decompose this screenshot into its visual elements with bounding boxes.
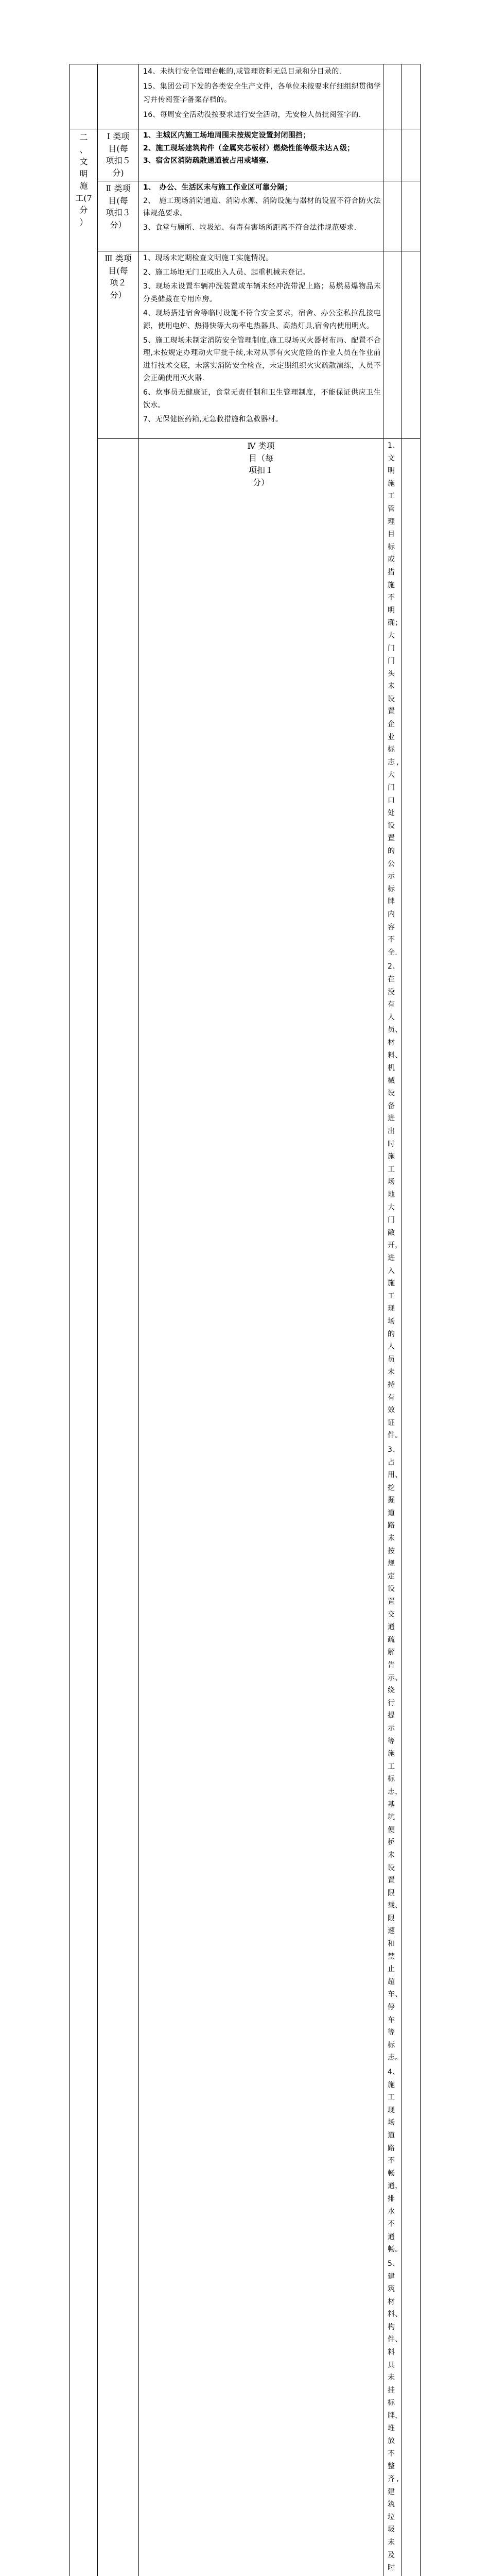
list-item: 6、炊事员无健康证，食堂无责任制和卫生管理制度，不能保证供应卫生饮水。 [143,386,381,412]
category-line: 分） [139,477,383,489]
category-line: 目(每 [98,265,138,277]
remark-cell [401,129,421,181]
section-char: 明 [70,168,97,180]
table-row [70,439,421,2576]
list-item: 1、现场未定期检查文明施工实施情况。 [143,252,381,265]
list-item: 5、施工现场未制定消防安全管理制度,施工现场灭火器材布局、配置不合理,未按规定办理动火审批手续,未对从事有火灾危险的作业人员在作业前进行技术交底，未落实消防安全检查，未定期组织火灾疏散演练，人员不会正确使用灭火器. [143,334,381,385]
category-label [98,251,139,439]
remark-cell [401,181,421,251]
list-item: 4、施工现场道路不畅通，排水不通畅。 [388,2066,399,2256]
list-item: 2、施工场地无门卫或出入人员、起重机械未登记。 [143,266,381,279]
section-char: 分 [70,204,97,216]
section-char: 、 [70,144,97,156]
table-row [70,181,421,251]
category-line: 分) [98,167,138,179]
list-item: 2、在没有人员、材料、机械设备进出时施工场地大门敞开，进入施工现场的人员未持有效证件。 [388,960,399,1442]
items-cell [139,129,383,181]
category-line: 分） [98,289,138,301]
section-label [70,129,98,2576]
table-row [70,129,421,181]
section-char: 文 [70,156,97,168]
list-item: 14、未执行安全管理台帐的,或管理资料无总目录和分目录的. [143,65,381,78]
table-body [70,64,421,2576]
category-cell-empty [98,64,139,129]
section-char: 二 [70,131,97,144]
category-line: 项２ [98,277,138,289]
inspection-criteria-table [69,64,421,2576]
list-item: 7、无保健医药箱,无急救措施和急救器材。 [143,413,381,426]
category-line: 项扣１ [139,464,383,477]
table-row [70,64,421,129]
section-char: 施 [70,180,97,192]
list-item: 3、食堂与厕所、垃圾站、有毒有害场所距离不符合法律规范要求. [143,222,381,234]
items-cell [383,439,401,2576]
category-label [139,439,383,2576]
list-item: 4、现场搭建宿舍等临时设施不符合安全要求，宿舍、办公室私拉乱接电源，使用电炉、热得快等大功率电热器具、高热灯具,宿舍内使用明火。 [143,307,381,332]
category-line: 项扣５ [98,155,138,167]
document-page [0,0,489,692]
category-label [98,181,139,251]
list-item: 15、集团公司下发的各类安全生产文件，各单位未按要求仔细组织贯彻学习并传阅签字备案存档的。 [143,80,381,107]
category-line: Ⅰ 类项 [98,130,138,143]
category-line: Ⅲ 类项 [98,252,138,265]
list-item: 2、 施工现场消防通道、消防水源、消防设施与器材的设置不符合防火法律规范要求。 [143,195,381,220]
score-cell [383,64,401,129]
list-item: 3、宿舍区消防疏散通道被占用或堵塞. [143,155,381,167]
category-line: 目(每 [98,143,138,155]
section-char: 工(7 [70,192,97,205]
section-cell-empty [70,64,98,129]
list-item: 5、建筑材料、构件、料具未挂标牌，堆放不整齐,建筑垃圾未及时 [388,2258,399,2576]
list-item: 2、施工现场建筑构件（金属夹芯板材）燃烧性能等级未达Ａ级； [143,143,381,155]
list-item: 1、 办公、生活区未与施工作业区可靠分隔； [143,182,381,194]
list-item: 1、文明施工管理目标或措施不明确；大门门头未设置企业标志,大门口处设置的公示标牌内容不全. [388,439,399,959]
category-line: 目（每 [139,452,383,465]
score-cell [383,251,401,439]
table-row [70,251,421,439]
category-line: 项扣３ [98,207,138,219]
section-char: ） [70,216,97,229]
score-cell [401,439,421,2576]
category-line: 分） [98,219,138,231]
category-label [98,129,139,181]
list-item: 3、现场未设置车辆冲洗装置或车辆未经冲洗带泥上路；易燃易爆物品未分类储藏在专用库房。 [143,280,381,306]
remark-cell [401,64,421,129]
items-cell [139,251,383,439]
section-cell-empty [98,439,139,2576]
category-line: Ⅱ 类项 [98,182,138,195]
items-cell [139,64,383,129]
items-cell [139,181,383,251]
category-line: Ⅳ 类项 [139,440,383,452]
remark-cell [401,251,421,439]
category-line: 目(每 [98,195,138,207]
list-item: 3、占用、挖掘道路未按规定设置交通疏解告示、绕行提示等施工标志，基坑便桥未设置限载、限速和禁止超车、停车等标志。 [388,1444,399,2064]
score-cell [383,129,401,181]
list-item: 16、每周安全活动没按要求进行安全活动，无安检人员批阅签字的. [143,108,381,122]
score-cell [383,181,401,251]
list-item: 1、主城区内施工场地周围未按规定设置封闭围挡； [143,130,381,142]
